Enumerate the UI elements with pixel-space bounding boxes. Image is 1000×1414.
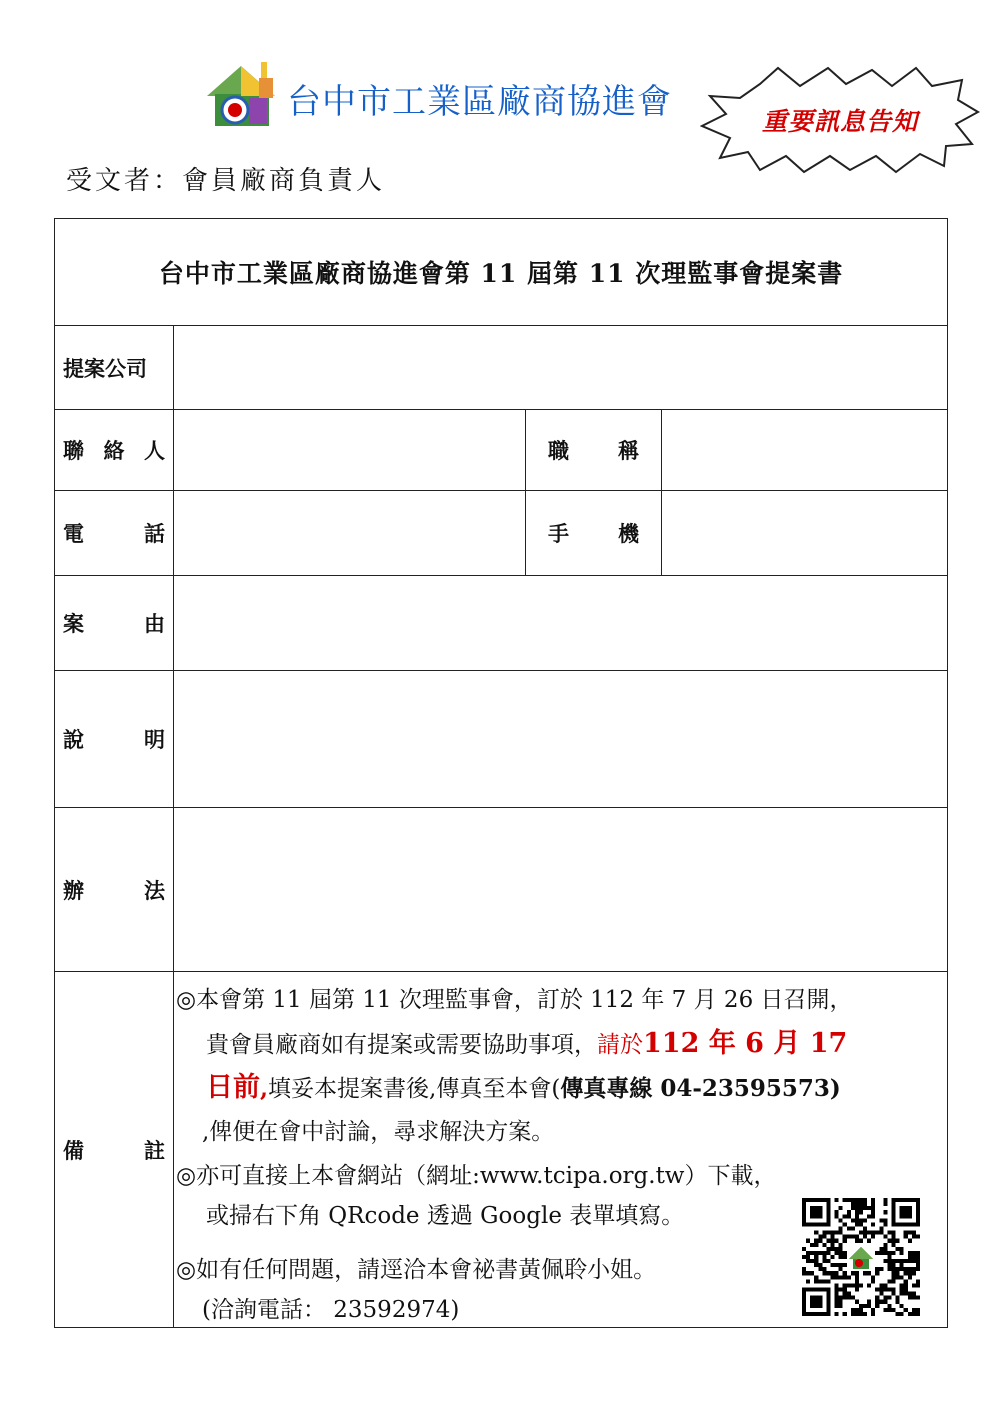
important-notice-badge: 重要訊息告知 [761, 107, 918, 136]
label-remarks: 備 註 [55, 972, 174, 1328]
input-mobile[interactable] [662, 491, 948, 576]
recipient-line: 受文者：會員廠商負責人 [66, 166, 386, 196]
remarks-line-2: 貴會員廠商如有提案或需要協助事項，請於112 年 6 月 17 [206, 1028, 848, 1059]
form-title: 台中市工業區廠商協進會第 11 屆第 11 次理監事會提案書 [55, 219, 948, 326]
remarks-line-8: (洽詢電話： 23592974) [202, 1297, 460, 1323]
input-proposing-company[interactable] [174, 326, 948, 410]
remarks-line-4: ,俾便在會中討論，尋求解決方案。 [202, 1119, 555, 1145]
label-subject: 案 由 [55, 576, 174, 671]
association-logo-icon [205, 58, 277, 128]
remarks-line-5: ◎亦可直接上本會網站（網址:www.tcipa.org.tw）下載， [176, 1163, 777, 1189]
input-job-title[interactable] [662, 410, 948, 491]
input-subject[interactable] [174, 576, 948, 671]
label-job-title: 職 稱 [526, 410, 662, 491]
input-description[interactable] [174, 671, 948, 808]
remarks-line-1: ◎本會第 11 屆第 11 次理監事會，訂於 112 年 7 月 26 日召開， [176, 987, 853, 1013]
remarks-line-3: 日前,填妥本提案書後,傳真至本會(傳真專線 04-23595573) [206, 1072, 841, 1103]
proposal-form-table [54, 218, 948, 1328]
input-phone[interactable] [174, 491, 526, 576]
input-method[interactable] [174, 808, 948, 972]
organization-name: 台中市工業區廠商協進會 [287, 82, 672, 122]
label-description: 說 明 [55, 671, 174, 808]
label-mobile: 手 機 [526, 491, 662, 576]
label-phone: 電 話 [55, 491, 174, 576]
remarks-line-6: 或掃右下角 QRcode 透過 Google 表單填寫。 [206, 1203, 685, 1229]
label-contact-person: 聯 絡 人 [55, 410, 174, 491]
remarks-line-7: ◎如有任何問題，請逕洽本會祕書黃佩聆小姐。 [176, 1257, 657, 1283]
google-form-qrcode[interactable] [802, 1198, 920, 1316]
input-contact-person[interactable] [174, 410, 526, 491]
label-proposing-company: 提案公司 [55, 326, 174, 410]
label-method: 辦 法 [55, 808, 174, 972]
remarks-content [174, 972, 948, 1328]
